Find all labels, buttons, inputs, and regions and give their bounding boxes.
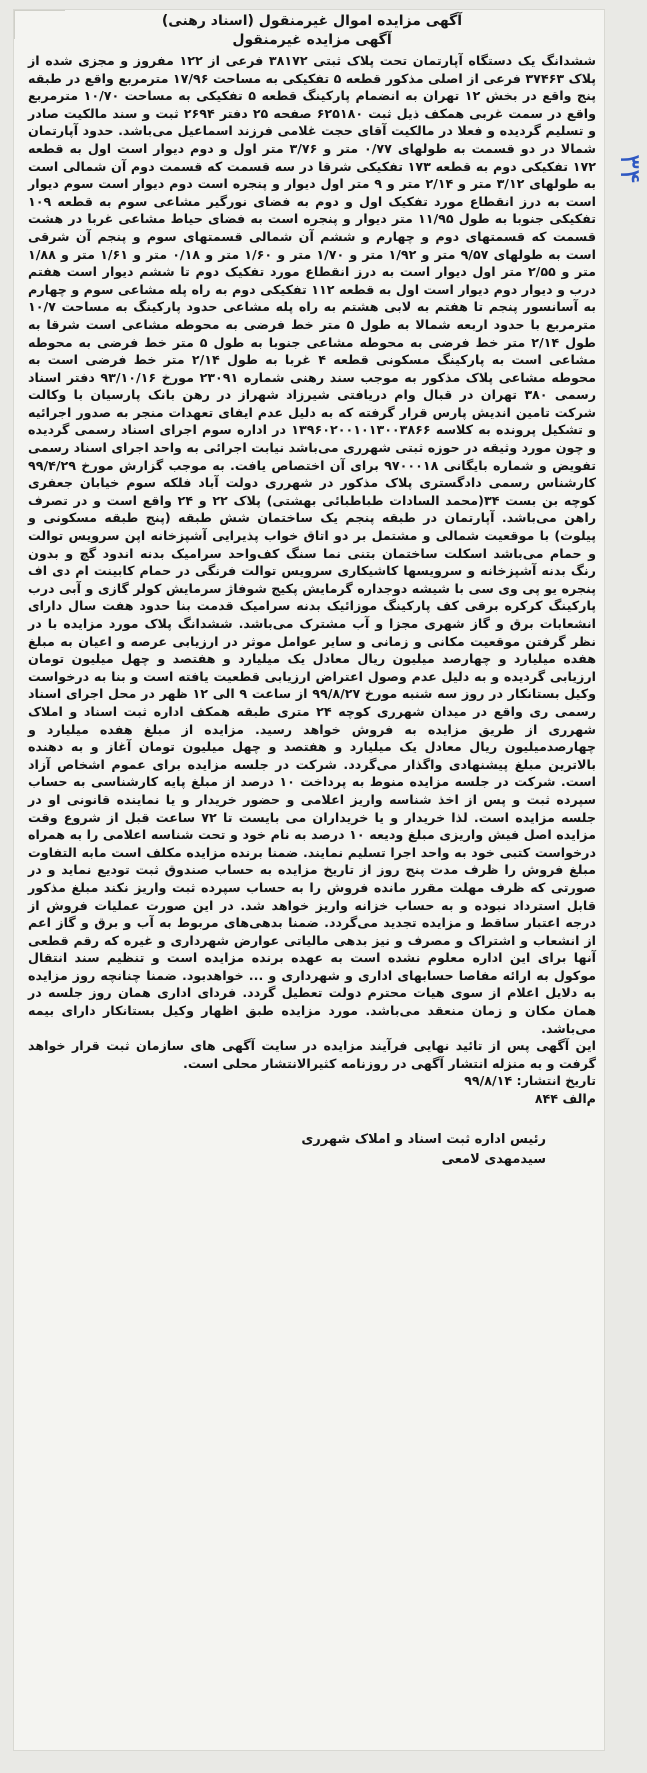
signer-title: رئیس اداره ثبت اسناد و املاک شهرری <box>301 1131 546 1147</box>
auction-notice <box>28 12 596 1170</box>
notice-title: آگهی مزایده اموال غیرمنقول (اسناد رهنی) <box>161 13 463 29</box>
signature-block <box>28 1130 596 1170</box>
publish-date: تاریخ انتشار: ۹۹/۸/۱۴ <box>464 1073 596 1089</box>
publication-note: این آگهی پس از تائید نهایی فرآیند مزایده در سایت آگهی های سازمان ثبت قرار خواهد گرفت و به منزله انتشار آگهی در روزنامه کثیرالانتشار محلی است. <box>28 1038 596 1071</box>
notice-subtitle: آگهی مزایده غیرمنقول <box>232 32 392 48</box>
signer-name: سیدمهدی لامعی <box>441 1151 546 1167</box>
handwritten-margin-number: ۳۴ <box>614 154 647 185</box>
notice-body: ششدانگ یک دستگاه آپارتمان تحت پلاک ثبتی ۳۸۱۷۲ فرعی از ۱۲۲ مفروز و مجزی شده از پلاک ۳۷۴۶۳ فرعی از اصلی مذکور قطعه ۵ تفکیکی به مساحت ۱۷/۹۶ مترمربع واقع در طبقه پنج واقع در بخش ۱۲ تهران به انضمام پارکینگ قطعه ۵ تفکیکی به مساحت ۱۰/۷۰ مترمربع واقع در سمت غربی همکف ذیل ثبت ۶۲۵۱۸۰ صفحه ۲۵ دفتر ۲۶۹۴ ثبت و سند مالکیت صادر و تسلیم گردیده و فعلا در مالکیت آقای حجت غلامی فرزند اسماعیل می‌باشد. حدود آپارتمان شمالا در دو قسمت به طولهای ۰/۷۷ متر و ۳/۷۶ متر اول و دوم دیوار است اول به قطعه ۱۷۲ تفکیکی دوم به قطعه ۱۷۳ تفکیکی شرقا در سه قسمت که قسمت دوم آن شمالی است به طولهای ۳/۱۲ متر و ۲/۱۴ متر و ۹ متر اول دیوار و پنجره است دوم دیوار است سوم دیوار است به درز انقطاع مورد تفکیک اول و دوم به فضای نورگیر مشاعی سوم به قطعه ۱۰۹ تفکیکی جنوبا به طول ۱۱/۹۵ متر دیوار و پنجره است به فضای حیاط مشاعی غربا در هشت قسمت که قسمتهای دوم و چهارم و ششم آن شمالی قسمتهای سوم و پنجم آن شرقی است به طولهای ۹/۵۷ متر و ۱/۹۲ متر و ۱/۷۰ متر و ۱/۶۰ متر و ۰/۱۸ متر و ۱/۶۱ متر و ۱/۸۸ متر و ۲/۵۵ متر اول دیوار است به درز انقطاع مورد تفکیک دوم تا ششم دیوار است هفتم درب و دیوار دوم دیوار است اول به قطعه ۱۱۲ تفکیکی دوم به راه پله مشاعی سوم و چهارم به آسانسور پنجم تا هفتم به لابی هشتم به راه پله مشاعی حدود پارکینگ به مساحت ۱۰/۷ مترمربع با حدود اربعه شمالا به طول ۵ متر خط فرضی به محوطه مشاعی است شرقا به طول ۲/۱۴ متر خط فرضی به محوطه مشاعی جنوبا به طول ۵ متر خط فرضی به محوطه مشاعی است به پارکینگ مسکونی قطعه ۴ غربا به طول ۲/۱۴ متر خط فرضی است به محوطه مشاعی پلاک مذکور به موجب سند رهنی شماره ۲۳۰۹۱ مورخ ۹۳/۱۰/۱۶ دفتر اسناد رسمی ۳۸۰ تهران در قبال وام دریافتی شیرزاد شهراز در رهن بانک پارسیان با وکالت شرکت تامین اندیش پارس قرار گرفته که به دلیل عدم ایفای تعهدات منجر به صدور اجرائیه و تشکیل پرونده به کلاسه ۱۳۹۶۰۲۰۰۱۰۱۳۰۰۳۸۶۶ در اداره سوم اجرای اسناد رسمی گردیده و چون مورد وثیقه در حوزه ثبتی شهرری می‌باشد نیابت اجرائی به واحد اجرای اسناد رسمی تفویض و شماره بایگانی ۹۷۰۰۰۱۸ برای آن اختصاص یافت. به موجب گزارش مورخ ۹۹/۴/۲۹ کارشناس رسمی دادگستری پلاک مذکور در شهرری دولت آباد فلکه سوم خیابان جعفری کوچه بن بست ۳۴(محمد السادات طباطبائی بهشتی) پلاک ۲۲ و ۲۴ واقع است و در تصرف راهن می‌باشد. آپارتمان در طبقه پنجم یک ساختمان شش طبقه (پنج طبقه مسکونی و پیلوت) با موقعیت شمالی و مشتمل بر دو اتاق خواب پذیرایی آشپزخانه اپن سرویس توالت و حمام می‌باشد اسکلت ساختمان بتنی نما سنگ کف‌واحد سرامیک بدنه اندود گچ و بدون رنگ بدنه آشپزخانه و سرویسها کاشیکاری سرویس توالت فرنگی در حمام کابینت ام دی اف پنجره یو پی وی سی با شیشه دوجداره گرمایش پکیج شوفاژ سرمایش کولر گازی و آبی درب پارکینگ کرکره برقی کف پارکینگ موزائیک بدنه سرامیک قدمت بنا حدود هفت سال دارای انشعابات برق و گاز شهری مجزا و آب مشترک می‌باشد. ششدانگ پلاک مورد مزایده با در نظر گرفتن موقعیت مکانی و زمانی و سایر عوامل موثر در ارزیابی عرصه و اعیان به مبلغ هفده میلیارد و چهارصد میلیون ریال معادل یک میلیارد و هفتصد و چهل میلیون تومان ارزیابی گردیده و به دلیل عدم وصول اعتراض ارزیابی قطعیت یافته است و بنا به درخواست وکیل بستانکار در روز سه شنبه مورخ ۹۹/۸/۲۷ از ساعت ۹ الی ۱۲ ظهر در محل اجرای اسناد رسمی ری واقع در میدان شهرری کوچه ۲۴ متری طبقه همکف اداره ثبت اسناد و املاک شهرری از طریق مزایده به فروش خواهد رسید. مزایده از مبلغ هفده میلیارد و چهارصدمیلیون ریال معادل یک میلیارد و هفتصد و چهل میلیون تومان آغاز و به دهنده بالاترین مبلغ پیشنهادی واگذار می‌گردد. شرکت در جلسه مزایده برای عموم اشخاص آزاد است. شرکت در جلسه مزایده منوط به پرداخت ۱۰ درصد از مبلغ پایه کارشناسی به حساب سپرده ثبت و پس از اخذ شناسه واریز اعلامی و حضور خریدار و یا نماینده قانونی او در جلسه مزایده است. لذا خریدار و یا خریداران می بایست تا ۷۲ ساعت قبل از شروع وقت مزایده اصل فیش واریزی مبلغ ودیعه ۱۰ درصد به نام خود و تحت شناسه اعلامی را به همراه درخواست کتبی خود به واحد اجرا تسلیم نمایند. ضمنا برنده مزایده مکلف است مابه التفاوت مبلغ فروش را ظرف مدت پنج روز از تاریخ مزایده به حساب صندوق ثبت تودیع نماید و در صورتی که ظرف مهلت مقرر مانده فروش را به حساب سپرده ثبت واریز نکند مبلغ مذکور قابل استرداد نبوده و به حساب خزانه واریز خواهد شد. در این صورت عملیات فروش از درجه اعتبار ساقط و مزایده تجدید می‌گردد. ضمنا بدهی‌های مربوط به آب و برق و گاز اعم از انشعاب و اشتراک و مصرف و نیز بدهی مالیاتی عوارض شهرداری و غیره که رقم قطعی آنها برای این اداره معلوم نشده است به عهده برنده مزایده است و تنظیم سند انتقال موکول به ارائه مفاصا حسابهای اداری و شهرداری و ... خواهدبود. ضمنا چنانچه روز مزایده به دلایل اعلام از سوی هیات محترم دولت تعطیل گردد. فردای اداری همان روز جلسه در همان مکان و زمان منعقد می‌باشد. مورد مزایده طبق اظهار وکیل بستانکار دارای بیمه می‌باشد. <box>28 53 597 1036</box>
notice-code: م‌الف ۸۴۴ <box>534 1091 596 1107</box>
